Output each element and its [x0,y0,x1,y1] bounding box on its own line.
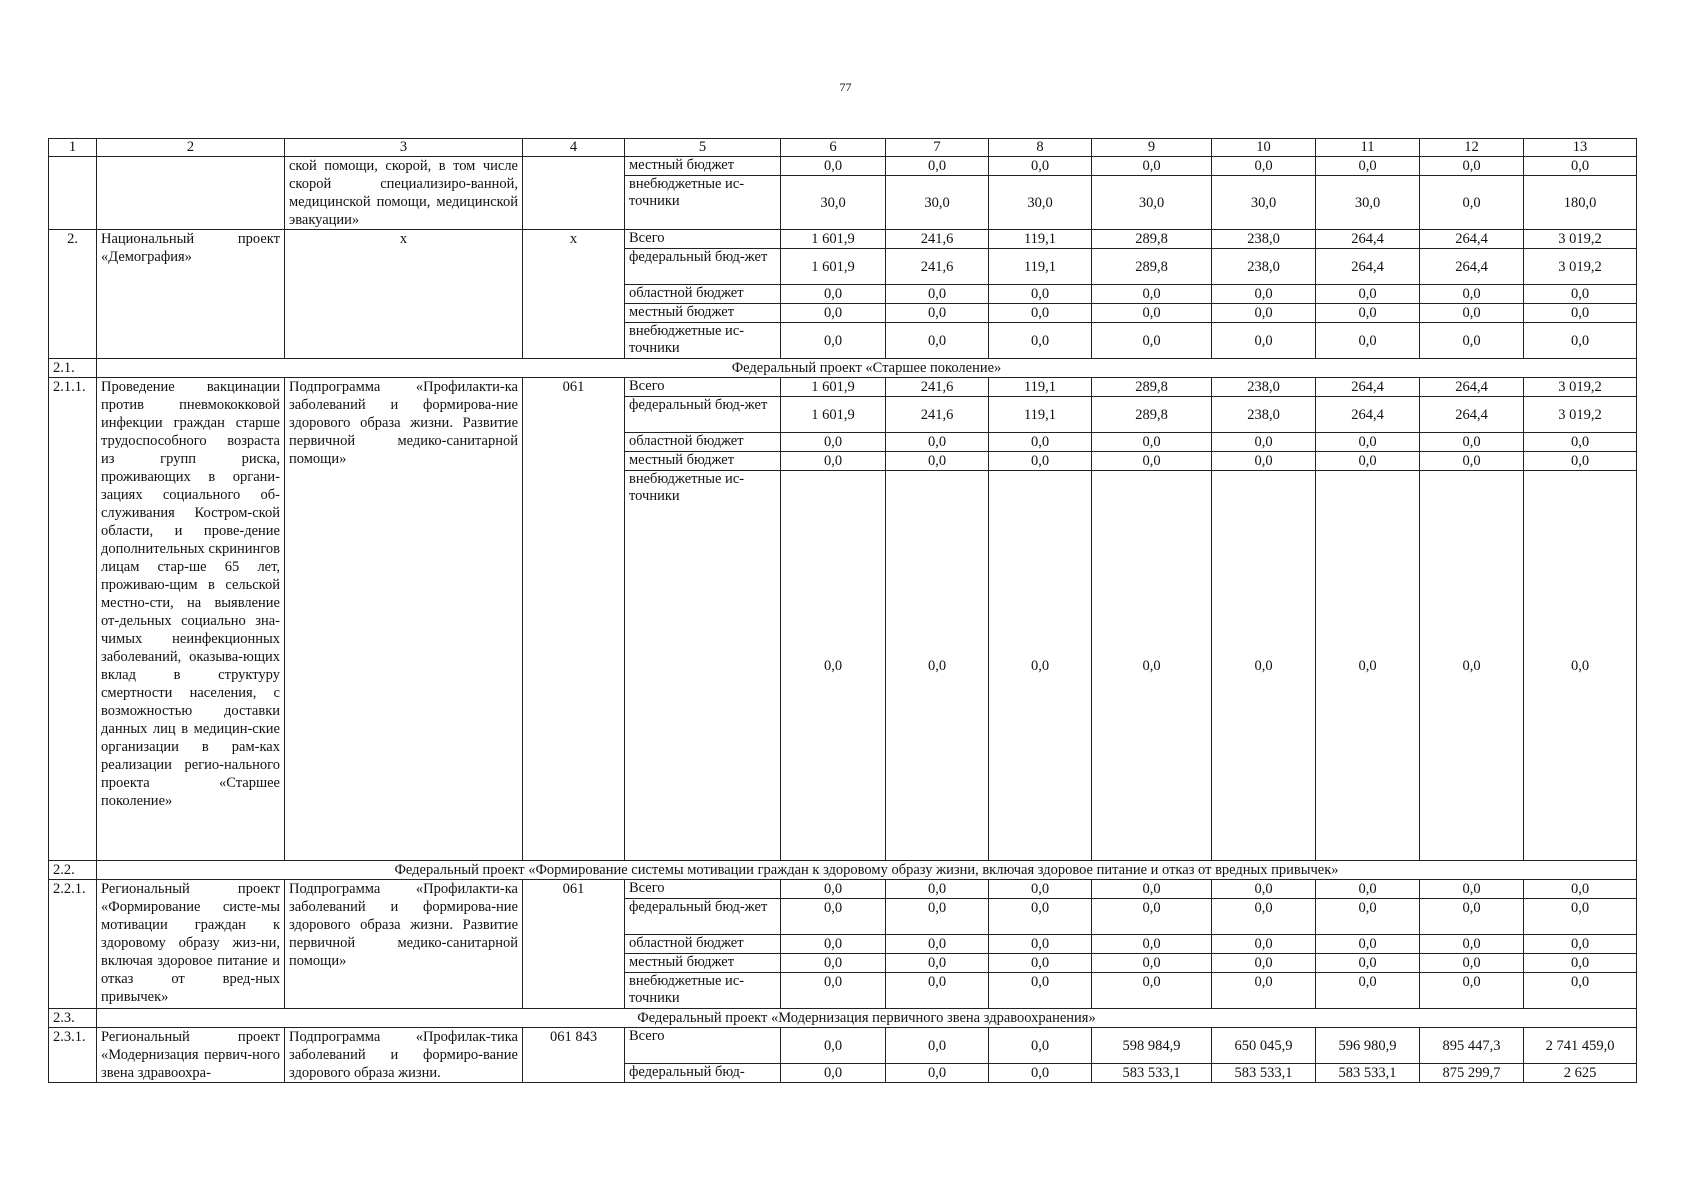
funding-source: местный бюджет [625,954,781,973]
funding-source: внебюджетные ис-точники [625,973,781,1009]
executor-code [523,157,625,230]
amount-cell: 0,0 [1092,954,1212,973]
amount-cell: 0,0 [781,954,886,973]
amount-cell: 2 625 [1524,1064,1637,1083]
amount-cell: 0,0 [1092,880,1212,899]
budget-table-sheet [48,138,1636,1083]
row-number: 2.2.1. [49,880,97,1009]
amount-cell: 0,0 [886,433,989,452]
amount-cell: 0,0 [781,433,886,452]
amount-cell: 0,0 [1316,285,1420,304]
amount-cell: 0,0 [1212,973,1316,1009]
section-number: 2.1. [49,359,97,378]
amount-cell: 0,0 [989,973,1092,1009]
amount-cell: 30,0 [989,176,1092,230]
amount-cell: 0,0 [989,935,1092,954]
executor-code: 061 [523,880,625,1009]
col-header: 6 [781,139,886,157]
amount-cell: 0,0 [1092,973,1212,1009]
funding-source: федеральный бюд- [625,1064,781,1083]
amount-cell: 0,0 [781,285,886,304]
executor-code: х [523,230,625,359]
amount-cell: 0,0 [989,471,1092,861]
col-header: 9 [1092,139,1212,157]
amount-cell: 0,0 [1316,973,1420,1009]
col-header: 1 [49,139,97,157]
amount-cell: 238,0 [1212,378,1316,397]
executor-code: 061 843 [523,1028,625,1083]
amount-cell: 895 447,3 [1420,1028,1524,1064]
amount-cell: 0,0 [1316,954,1420,973]
amount-cell: 0,0 [989,1064,1092,1083]
amount-cell: 0,0 [781,452,886,471]
amount-cell: 264,4 [1316,378,1420,397]
amount-cell: 264,4 [1420,397,1524,433]
amount-cell: 0,0 [1420,285,1524,304]
amount-cell: 0,0 [1524,285,1637,304]
amount-cell: 264,4 [1316,397,1420,433]
row-number: 2.3.1. [49,1028,97,1083]
amount-cell: 119,1 [989,230,1092,249]
amount-cell: 0,0 [1092,157,1212,176]
amount-cell: 596 980,9 [1316,1028,1420,1064]
amount-cell: 264,4 [1316,230,1420,249]
funding-source: местный бюджет [625,157,781,176]
amount-cell: 0,0 [1524,935,1637,954]
amount-cell: 0,0 [781,304,886,323]
budget-table-body [49,139,1637,1083]
amount-cell: 0,0 [886,452,989,471]
amount-cell: 650 045,9 [1212,1028,1316,1064]
amount-cell: 0,0 [1092,304,1212,323]
row-number: 2.1.1. [49,378,97,861]
amount-cell: 0,0 [989,880,1092,899]
section-number: 2.3. [49,1009,97,1028]
col-header: 8 [989,139,1092,157]
item-name: Национальный проект «Демография» [97,230,285,359]
amount-cell: 0,0 [1524,973,1637,1009]
amount-cell: 0,0 [1212,954,1316,973]
amount-cell: 0,0 [1316,157,1420,176]
amount-cell: 875 299,7 [1420,1064,1524,1083]
amount-cell: 0,0 [989,157,1092,176]
col-header: 13 [1524,139,1637,157]
amount-cell: 0,0 [1524,471,1637,861]
amount-cell: 180,0 [1524,176,1637,230]
amount-cell: 30,0 [781,176,886,230]
amount-cell: 0,0 [886,935,989,954]
funding-source: внебюджетные ис-точники [625,323,781,359]
amount-cell: 0,0 [1524,452,1637,471]
amount-cell: 0,0 [886,157,989,176]
amount-cell: 1 601,9 [781,230,886,249]
col-header: 7 [886,139,989,157]
amount-cell: 0,0 [1420,323,1524,359]
amount-cell: 583 533,1 [1212,1064,1316,1083]
amount-cell: 0,0 [781,935,886,954]
row-number [49,157,97,230]
amount-cell: 289,8 [1092,249,1212,285]
item-name: Региональный проект «Формирование систе-мы мотивации граждан к здоровому образу жиз-ни, включая здоровое питание и отказ от вред-ных привычек» [97,880,285,1009]
program-name: х [285,230,523,359]
col-header: 10 [1212,139,1316,157]
amount-cell: 0,0 [1524,157,1637,176]
section-row [49,861,1637,880]
amount-cell: 0,0 [1420,471,1524,861]
section-title: Федеральный проект «Модернизация первичного звена здравоохранения» [97,1009,1637,1028]
amount-cell: 0,0 [1212,304,1316,323]
program-name: Подпрограмма «Профилак-тика заболеваний и формиро-вание здорового образа жизни. [285,1028,523,1083]
amount-cell: 0,0 [1212,157,1316,176]
amount-cell: 0,0 [1092,899,1212,935]
amount-cell: 0,0 [1524,323,1637,359]
amount-cell: 238,0 [1212,230,1316,249]
amount-cell: 238,0 [1212,397,1316,433]
amount-cell: 0,0 [781,1064,886,1083]
funding-source: федеральный бюд-жет [625,899,781,935]
amount-cell: 241,6 [886,397,989,433]
col-header: 2 [97,139,285,157]
table-row [49,230,1637,249]
amount-cell: 3 019,2 [1524,249,1637,285]
amount-cell: 0,0 [886,471,989,861]
amount-cell: 0,0 [1420,935,1524,954]
amount-cell: 598 984,9 [1092,1028,1212,1064]
amount-cell: 0,0 [1420,157,1524,176]
amount-cell: 30,0 [1316,176,1420,230]
amount-cell: 0,0 [886,1028,989,1064]
funding-source: внебюджетные ис-точники [625,471,781,861]
amount-cell: 0,0 [1316,304,1420,323]
item-name: Региональный проект «Модернизация первич-ного звена здравоохра- [97,1028,285,1083]
amount-cell: 0,0 [781,973,886,1009]
amount-cell: 1 601,9 [781,397,886,433]
amount-cell: 0,0 [781,880,886,899]
amount-cell: 0,0 [1420,899,1524,935]
amount-cell: 0,0 [886,954,989,973]
funding-source: местный бюджет [625,452,781,471]
amount-cell: 0,0 [1212,880,1316,899]
amount-cell: 0,0 [886,899,989,935]
table-row [49,157,1637,176]
item-name: Проведение вакцинации против пневмококковой инфекции граждан старше трудоспособного возраста из групп риска, проживающих в органи-зациях социального об-служивания Костром-ской области, и прове-дение дополнительных скринингов лицам стар-ше 65 лет, проживаю-щим в сельской местно-сти, на выявление от-дельных социально зна-чимых неинфекционных заболеваний, оказыва-ющих вклад в структуру смертности населения, с возможностью доставки данных лиц в медицин-ские организации в рам-ках реализации регио-нального проекта «Старшее поколение» [97,378,285,861]
amount-cell: 0,0 [1420,880,1524,899]
table-row [49,378,1637,397]
col-header: 4 [523,139,625,157]
amount-cell: 0,0 [1092,433,1212,452]
amount-cell: 0,0 [989,433,1092,452]
amount-cell: 289,8 [1092,378,1212,397]
amount-cell: 0,0 [1316,323,1420,359]
amount-cell: 583 533,1 [1092,1064,1212,1083]
amount-cell: 119,1 [989,249,1092,285]
amount-cell: 0,0 [989,452,1092,471]
amount-cell: 30,0 [1212,176,1316,230]
program-name: Подпрограмма «Профилакти-ка заболеваний и формирова-ние здорового образа жизни. Развитие первичной медико-санитарной помощи» [285,378,523,861]
amount-cell: 0,0 [989,285,1092,304]
amount-cell: 0,0 [1212,433,1316,452]
funding-source: внебюджетные ис-точники [625,176,781,230]
section-number: 2.2. [49,861,97,880]
amount-cell: 0,0 [781,157,886,176]
col-header: 12 [1420,139,1524,157]
amount-cell: 0,0 [1212,452,1316,471]
amount-cell: 0,0 [989,1028,1092,1064]
amount-cell: 0,0 [886,1064,989,1083]
amount-cell: 0,0 [1092,471,1212,861]
amount-cell: 238,0 [1212,249,1316,285]
amount-cell: 0,0 [989,954,1092,973]
amount-cell: 1 601,9 [781,249,886,285]
amount-cell: 0,0 [989,323,1092,359]
page-number: 77 [839,80,852,94]
section-title: Федеральный проект «Старшее поколение» [97,359,1637,378]
amount-cell: 0,0 [1212,899,1316,935]
amount-cell: 0,0 [1092,285,1212,304]
amount-cell: 30,0 [1092,176,1212,230]
amount-cell: 583 533,1 [1316,1064,1420,1083]
table-row [49,880,1637,899]
amount-cell: 241,6 [886,249,989,285]
amount-cell: 0,0 [989,899,1092,935]
amount-cell: 0,0 [1420,973,1524,1009]
amount-cell: 0,0 [781,1028,886,1064]
funding-source: федеральный бюд-жет [625,397,781,433]
amount-cell: 1 601,9 [781,378,886,397]
funding-source: местный бюджет [625,304,781,323]
amount-cell: 3 019,2 [1524,397,1637,433]
row-number: 2. [49,230,97,359]
amount-cell: 264,4 [1420,230,1524,249]
funding-source: Всего [625,378,781,397]
amount-cell: 0,0 [1316,880,1420,899]
amount-cell: 3 019,2 [1524,230,1637,249]
amount-cell: 119,1 [989,378,1092,397]
amount-cell: 0,0 [1524,954,1637,973]
amount-cell: 0,0 [1092,935,1212,954]
amount-cell: 0,0 [1092,323,1212,359]
amount-cell: 0,0 [1420,954,1524,973]
amount-cell: 0,0 [1420,176,1524,230]
funding-source: областной бюджет [625,935,781,954]
amount-cell: 0,0 [1420,452,1524,471]
amount-cell: 0,0 [781,471,886,861]
amount-cell: 119,1 [989,397,1092,433]
amount-cell: 0,0 [1212,935,1316,954]
amount-cell: 0,0 [1092,452,1212,471]
amount-cell: 0,0 [1316,899,1420,935]
amount-cell: 0,0 [1524,304,1637,323]
funding-source: Всего [625,230,781,249]
section-title: Федеральный проект «Формирование системы мотивации граждан к здоровому образу жизни, включая здоровое питание и отказ от вредных привычек» [97,861,1637,880]
col-header: 5 [625,139,781,157]
executor-code: 061 [523,378,625,861]
amount-cell: 289,8 [1092,397,1212,433]
amount-cell: 0,0 [1316,452,1420,471]
amount-cell: 241,6 [886,378,989,397]
amount-cell: 241,6 [886,230,989,249]
budget-table [48,138,1637,1083]
amount-cell: 0,0 [1524,880,1637,899]
funding-source: федеральный бюд-жет [625,249,781,285]
col-header: 3 [285,139,523,157]
amount-cell: 0,0 [1316,433,1420,452]
funding-source: Всего [625,880,781,899]
section-row [49,1009,1637,1028]
amount-cell: 0,0 [1524,433,1637,452]
item-name [97,157,285,230]
amount-cell: 264,4 [1316,249,1420,285]
amount-cell: 0,0 [1524,899,1637,935]
table-row [49,1028,1637,1064]
amount-cell: 264,4 [1420,378,1524,397]
amount-cell: 0,0 [1420,304,1524,323]
column-number-row [49,139,1637,157]
amount-cell: 0,0 [1212,471,1316,861]
amount-cell: 0,0 [886,323,989,359]
funding-source: Всего [625,1028,781,1064]
amount-cell: 0,0 [989,304,1092,323]
section-row [49,359,1637,378]
program-name: ской помощи, скорой, в том числе скорой специализиро-ванной, медицинской помощи, медицинской эвакуации» [285,157,523,230]
amount-cell: 0,0 [886,880,989,899]
amount-cell: 0,0 [1316,471,1420,861]
amount-cell: 30,0 [886,176,989,230]
funding-source: областной бюджет [625,285,781,304]
amount-cell: 0,0 [781,323,886,359]
amount-cell: 0,0 [886,285,989,304]
amount-cell: 0,0 [886,973,989,1009]
amount-cell: 0,0 [886,304,989,323]
amount-cell: 0,0 [1316,935,1420,954]
amount-cell: 289,8 [1092,230,1212,249]
funding-source: областной бюджет [625,433,781,452]
amount-cell: 2 741 459,0 [1524,1028,1637,1064]
amount-cell: 264,4 [1420,249,1524,285]
col-header: 11 [1316,139,1420,157]
amount-cell: 0,0 [1212,323,1316,359]
amount-cell: 0,0 [781,899,886,935]
program-name: Подпрограмма «Профилакти-ка заболеваний и формирова-ние здорового образа жизни. Развитие первичной медико-санитарной помощи» [285,880,523,1009]
amount-cell: 0,0 [1420,433,1524,452]
amount-cell: 0,0 [1212,285,1316,304]
amount-cell: 3 019,2 [1524,378,1637,397]
